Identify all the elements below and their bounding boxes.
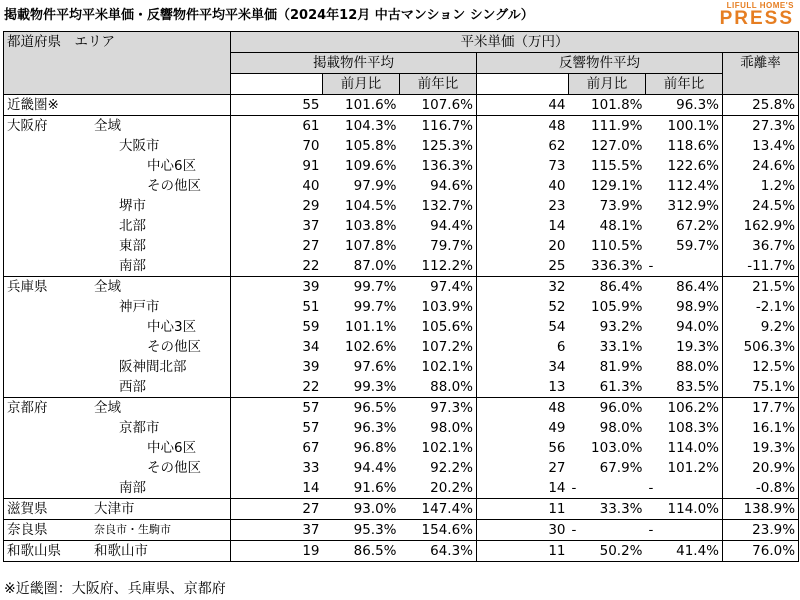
- inquiry-yoy-cell: 67.2%: [676, 218, 719, 234]
- inquiry-price-cell: 56: [477, 438, 569, 458]
- header-gap: 乖離率: [723, 53, 799, 95]
- area-label: 全域: [94, 118, 121, 134]
- price-table: [3, 31, 799, 562]
- inquiry-mom-cell: 111.9%: [569, 116, 646, 137]
- listed-yoy-cell: 102.1%: [421, 359, 473, 375]
- logo-bottom-text: PRESS: [719, 8, 794, 29]
- inquiry-price-cell: 20: [477, 236, 569, 256]
- listed-price-cell: 91: [231, 156, 323, 176]
- inquiry-mom-cell: 101.8%: [569, 95, 646, 116]
- inquiry-mom-cell: 129.1%: [591, 178, 643, 194]
- inquiry-yoy-cell: -: [646, 520, 723, 541]
- inquiry-yoy-cell: 88.0%: [676, 359, 719, 375]
- listed-price-cell: 59: [231, 317, 323, 337]
- table-row: [4, 116, 799, 137]
- listed-mom-cell: 87.0%: [353, 258, 397, 274]
- inquiry-price-cell: 48: [477, 116, 569, 137]
- listed-mom-cell: 96.5%: [323, 398, 400, 419]
- table-row: [4, 176, 799, 196]
- table-row: [4, 95, 799, 116]
- row-label: [4, 520, 231, 541]
- area-label: 全域: [94, 279, 121, 295]
- table-row: [4, 478, 799, 499]
- listed-price-cell: 27: [231, 236, 323, 256]
- inquiry-mom-cell: 73.9%: [599, 198, 643, 214]
- listed-price-cell: 39: [231, 357, 323, 377]
- inquiry-mom-cell: 48.1%: [599, 218, 643, 234]
- area-label: 全域: [94, 400, 121, 416]
- inquiry-yoy-cell: -: [648, 258, 654, 274]
- inquiry-yoy-cell: 118.6%: [667, 138, 719, 154]
- listed-price-cell: 37: [231, 520, 323, 541]
- listed-yoy-cell: 125.3%: [421, 138, 473, 154]
- header-listed-mom: 前月比: [323, 74, 400, 95]
- row-label: [4, 297, 231, 317]
- gap-rate-cell: -2.1%: [723, 297, 799, 317]
- inquiry-price-cell: 25: [477, 256, 569, 277]
- listed-mom-cell: 102.6%: [345, 339, 397, 355]
- inquiry-price-cell: 11: [477, 499, 569, 520]
- listed-price-cell: 61: [231, 116, 323, 137]
- listed-price-cell: 14: [231, 478, 323, 499]
- listed-mom-cell: 107.8%: [345, 238, 397, 254]
- footnote: ※近畿圏：大阪府、兵庫県、京都府: [4, 581, 226, 597]
- listed-yoy-cell: 92.2%: [430, 460, 473, 476]
- inquiry-mom-cell: 105.9%: [591, 299, 643, 315]
- inquiry-price-cell: 52: [477, 297, 569, 317]
- area-label: 大阪市: [119, 138, 160, 154]
- listed-mom-cell: 95.3%: [323, 520, 400, 541]
- gap-rate-cell: 20.9%: [723, 458, 799, 478]
- listed-yoy-cell: 107.2%: [421, 339, 473, 355]
- prefecture-label: 兵庫県: [7, 279, 48, 295]
- row-label: [4, 216, 231, 236]
- table-row: [4, 541, 799, 562]
- inquiry-mom-cell: 50.2%: [569, 541, 646, 562]
- listed-price-cell: 27: [231, 499, 323, 520]
- area-label: 奈良市・生駒市: [94, 523, 171, 536]
- area-label: 京都市: [119, 420, 160, 436]
- header-listed-blank: [231, 74, 323, 95]
- inquiry-price-cell: 44: [477, 95, 569, 116]
- page-title: 掲載物件平均平米単価・反響物件平均平米単価（2024年12月 中古マンション シングル）: [4, 8, 534, 23]
- inquiry-yoy-cell: 83.5%: [676, 379, 719, 395]
- area-label: 西部: [119, 379, 146, 395]
- logo-top-text: LIFULL HOME'S: [726, 1, 794, 10]
- listed-price-cell: 67: [231, 438, 323, 458]
- row-label: [4, 438, 231, 458]
- area-label: 中心6区: [147, 440, 197, 456]
- prefecture-label: 滋賀県: [7, 501, 48, 517]
- listed-mom-cell: 105.8%: [345, 138, 397, 154]
- table-row: [4, 520, 799, 541]
- row-label: [4, 277, 231, 298]
- inquiry-yoy-cell: 112.4%: [667, 178, 719, 194]
- row-label: [4, 317, 231, 337]
- inquiry-yoy-cell: 108.3%: [667, 420, 719, 436]
- listed-yoy-cell: 88.0%: [430, 379, 473, 395]
- row-label: [4, 337, 231, 357]
- table-row: [4, 357, 799, 377]
- inquiry-price-cell: 27: [477, 458, 569, 478]
- gap-rate-cell: 23.9%: [723, 520, 799, 541]
- gap-rate-cell: -0.8%: [723, 478, 799, 499]
- area-label: 中心3区: [147, 319, 197, 335]
- prefecture-label: 近畿圏※: [7, 97, 59, 113]
- gap-rate-cell: 25.8%: [723, 95, 799, 116]
- area-label: その他区: [147, 460, 201, 476]
- header-inquiry-mom: 前月比: [569, 74, 646, 95]
- row-label: [4, 176, 231, 196]
- table-row: [4, 317, 799, 337]
- inquiry-price-cell: 32: [477, 277, 569, 298]
- listed-yoy-cell: 94.4%: [430, 218, 473, 234]
- listed-price-cell: 40: [231, 176, 323, 196]
- listed-yoy-cell: 20.2%: [430, 480, 473, 496]
- inquiry-price-cell: 34: [477, 357, 569, 377]
- gap-rate-cell: 19.3%: [723, 438, 799, 458]
- listed-mom-cell: 99.3%: [353, 379, 397, 395]
- listed-yoy-cell: 97.4%: [400, 277, 477, 298]
- table-row: [4, 398, 799, 419]
- inquiry-price-cell: 48: [477, 398, 569, 419]
- table-row: [4, 377, 799, 398]
- listed-price-cell: 33: [231, 458, 323, 478]
- listed-price-cell: 19: [231, 541, 323, 562]
- row-label: [4, 418, 231, 438]
- inquiry-price-cell: 49: [477, 418, 569, 438]
- header-inquiry-yoy: 前年比: [646, 74, 723, 95]
- row-label: [4, 156, 231, 176]
- gap-rate-cell: 13.4%: [723, 136, 799, 156]
- inquiry-mom-cell: 96.0%: [569, 398, 646, 419]
- inquiry-yoy-cell: 312.9%: [667, 198, 719, 214]
- listed-price-cell: 34: [231, 337, 323, 357]
- listed-price-cell: 22: [231, 256, 323, 277]
- inquiry-mom-cell: 103.0%: [591, 440, 643, 456]
- area-label: 神戸市: [119, 299, 160, 315]
- inquiry-price-cell: 6: [477, 337, 569, 357]
- header-inquiry-blank: [477, 74, 569, 95]
- inquiry-yoy-cell: 59.7%: [676, 238, 719, 254]
- listed-mom-cell: 99.7%: [353, 299, 397, 315]
- row-label: [4, 499, 231, 520]
- listed-yoy-cell: 107.6%: [400, 95, 477, 116]
- table-row: [4, 196, 799, 216]
- table-row: [4, 256, 799, 277]
- header-listed-yoy: 前年比: [400, 74, 477, 95]
- inquiry-price-cell: 13: [477, 377, 569, 398]
- listed-mom-cell: 104.3%: [323, 116, 400, 137]
- row-label: [4, 458, 231, 478]
- listed-yoy-cell: 116.7%: [400, 116, 477, 137]
- table-row: [4, 458, 799, 478]
- listed-yoy-cell: 103.9%: [421, 299, 473, 315]
- listed-mom-cell: 86.5%: [323, 541, 400, 562]
- inquiry-yoy-cell: 106.2%: [646, 398, 723, 419]
- inquiry-mom-cell: 81.9%: [599, 359, 643, 375]
- listed-yoy-cell: 102.1%: [421, 440, 473, 456]
- listed-price-cell: 22: [231, 377, 323, 398]
- listed-price-cell: 37: [231, 216, 323, 236]
- row-label: [4, 136, 231, 156]
- listed-yoy-cell: 64.3%: [400, 541, 477, 562]
- table-row: [4, 438, 799, 458]
- row-label: [4, 357, 231, 377]
- inquiry-mom-cell: 67.9%: [599, 460, 643, 476]
- listed-yoy-cell: 112.2%: [421, 258, 473, 274]
- gap-rate-cell: -11.7%: [723, 256, 799, 277]
- gap-rate-cell: 24.6%: [723, 156, 799, 176]
- area-label: 和歌山市: [94, 543, 148, 559]
- listed-price-cell: 51: [231, 297, 323, 317]
- listed-price-cell: 39: [231, 277, 323, 298]
- gap-rate-cell: 27.3%: [723, 116, 799, 137]
- listed-price-cell: 29: [231, 196, 323, 216]
- gap-rate-cell: 506.3%: [723, 337, 799, 357]
- table-row: [4, 136, 799, 156]
- listed-yoy-cell: 136.3%: [421, 158, 473, 174]
- inquiry-yoy-cell: 100.1%: [646, 116, 723, 137]
- area-label: その他区: [147, 339, 201, 355]
- area-label: 堺市: [119, 198, 146, 214]
- inquiry-price-cell: 23: [477, 196, 569, 216]
- area-label: 北部: [119, 218, 146, 234]
- inquiry-mom-cell: -: [571, 480, 577, 496]
- table-row: [4, 337, 799, 357]
- inquiry-yoy-cell: 114.0%: [667, 440, 719, 456]
- table-row: [4, 499, 799, 520]
- area-label: 南部: [119, 480, 146, 496]
- inquiry-mom-cell: -: [569, 520, 646, 541]
- inquiry-mom-cell: 98.0%: [599, 420, 643, 436]
- area-label: 東部: [119, 238, 146, 254]
- inquiry-mom-cell: 86.4%: [569, 277, 646, 298]
- gap-rate-cell: 9.2%: [723, 317, 799, 337]
- listed-yoy-cell: 97.3%: [400, 398, 477, 419]
- table-row: [4, 297, 799, 317]
- listed-yoy-cell: 98.0%: [430, 420, 473, 436]
- inquiry-price-cell: 14: [477, 478, 569, 499]
- inquiry-price-cell: 62: [477, 136, 569, 156]
- inquiry-yoy-cell: 101.2%: [667, 460, 719, 476]
- row-label: [4, 478, 231, 499]
- listed-yoy-cell: 105.6%: [421, 319, 473, 335]
- inquiry-mom-cell: 33.3%: [569, 499, 646, 520]
- listed-yoy-cell: 79.7%: [430, 238, 473, 254]
- inquiry-yoy-cell: 94.0%: [676, 319, 719, 335]
- inquiry-yoy-cell: 19.3%: [676, 339, 719, 355]
- listed-mom-cell: 103.8%: [345, 218, 397, 234]
- inquiry-mom-cell: 115.5%: [591, 158, 643, 174]
- inquiry-yoy-cell: -: [648, 480, 654, 496]
- listed-mom-cell: 97.9%: [353, 178, 397, 194]
- row-label: [4, 377, 231, 398]
- inquiry-mom-cell: 127.0%: [591, 138, 643, 154]
- table-row: [4, 236, 799, 256]
- listed-mom-cell: 99.7%: [323, 277, 400, 298]
- area-label: 南部: [119, 258, 146, 274]
- inquiry-mom-cell: 336.3%: [591, 258, 643, 274]
- inquiry-yoy-cell: 96.3%: [646, 95, 723, 116]
- inquiry-yoy-cell: 41.4%: [646, 541, 723, 562]
- gap-rate-cell: 75.1%: [723, 377, 799, 398]
- row-label: [4, 398, 231, 419]
- prefecture-label: 和歌山県: [7, 543, 61, 559]
- listed-mom-cell: 94.4%: [353, 460, 397, 476]
- gap-rate-cell: 162.9%: [723, 216, 799, 236]
- listed-yoy-cell: 94.6%: [430, 178, 473, 194]
- listed-mom-cell: 104.5%: [345, 198, 397, 214]
- listed-price-cell: 55: [231, 95, 323, 116]
- listed-yoy-cell: 154.6%: [400, 520, 477, 541]
- gap-rate-cell: 76.0%: [723, 541, 799, 562]
- inquiry-yoy-cell: 122.6%: [667, 158, 719, 174]
- inquiry-mom-cell: 110.5%: [591, 238, 643, 254]
- inquiry-price-cell: 11: [477, 541, 569, 562]
- row-label: [4, 95, 231, 116]
- listed-mom-cell: 93.0%: [323, 499, 400, 520]
- prefecture-label: 京都府: [7, 400, 48, 416]
- prefecture-label: 大阪府: [7, 118, 48, 134]
- inquiry-mom-cell: 33.1%: [599, 339, 643, 355]
- gap-rate-cell: 21.5%: [723, 277, 799, 298]
- inquiry-yoy-cell: 98.9%: [676, 299, 719, 315]
- gap-rate-cell: 138.9%: [723, 499, 799, 520]
- inquiry-price-cell: 54: [477, 317, 569, 337]
- listed-yoy-cell: 147.4%: [400, 499, 477, 520]
- listed-mom-cell: 91.6%: [353, 480, 397, 496]
- row-label: [4, 236, 231, 256]
- gap-rate-cell: 12.5%: [723, 357, 799, 377]
- listed-yoy-cell: 132.7%: [421, 198, 473, 214]
- inquiry-price-cell: 40: [477, 176, 569, 196]
- inquiry-mom-cell: 93.2%: [599, 319, 643, 335]
- listed-mom-cell: 101.6%: [323, 95, 400, 116]
- area-label: 大津市: [94, 501, 135, 517]
- table-row: [4, 418, 799, 438]
- listed-price-cell: 57: [231, 398, 323, 419]
- table-row: [4, 156, 799, 176]
- listed-mom-cell: 96.8%: [353, 440, 397, 456]
- table-row: [4, 277, 799, 298]
- gap-rate-cell: 24.5%: [723, 196, 799, 216]
- listed-price-cell: 70: [231, 136, 323, 156]
- inquiry-price-cell: 73: [477, 156, 569, 176]
- row-label: [4, 196, 231, 216]
- row-label: [4, 116, 231, 137]
- gap-rate-cell: 1.2%: [723, 176, 799, 196]
- inquiry-mom-cell: 61.3%: [599, 379, 643, 395]
- row-label: [4, 541, 231, 562]
- area-label: 中心6区: [147, 158, 197, 174]
- gap-rate-cell: 16.1%: [723, 418, 799, 438]
- table-row: [4, 216, 799, 236]
- row-label: [4, 256, 231, 277]
- gap-rate-cell: 17.7%: [723, 398, 799, 419]
- brand-logo: [720, 1, 794, 27]
- inquiry-price-cell: 30: [477, 520, 569, 541]
- area-label: 阪神間北部: [119, 359, 187, 375]
- prefecture-label: 奈良県: [7, 522, 48, 538]
- listed-mom-cell: 101.1%: [345, 319, 397, 335]
- gap-rate-cell: 36.7%: [723, 236, 799, 256]
- header-region: 都道府県 エリア: [4, 32, 231, 95]
- inquiry-price-cell: 14: [477, 216, 569, 236]
- listed-mom-cell: 96.3%: [353, 420, 397, 436]
- inquiry-yoy-cell: 114.0%: [646, 499, 723, 520]
- header-unit: 平米単価（万円）: [231, 32, 799, 53]
- header-listed: 掲載物件平均: [231, 53, 477, 74]
- inquiry-yoy-cell: 86.4%: [646, 277, 723, 298]
- header-row-1: [4, 32, 799, 53]
- listed-mom-cell: 109.6%: [345, 158, 397, 174]
- listed-price-cell: 57: [231, 418, 323, 438]
- header-inquiry: 反響物件平均: [477, 53, 723, 74]
- area-label: その他区: [147, 178, 201, 194]
- listed-mom-cell: 97.6%: [353, 359, 397, 375]
